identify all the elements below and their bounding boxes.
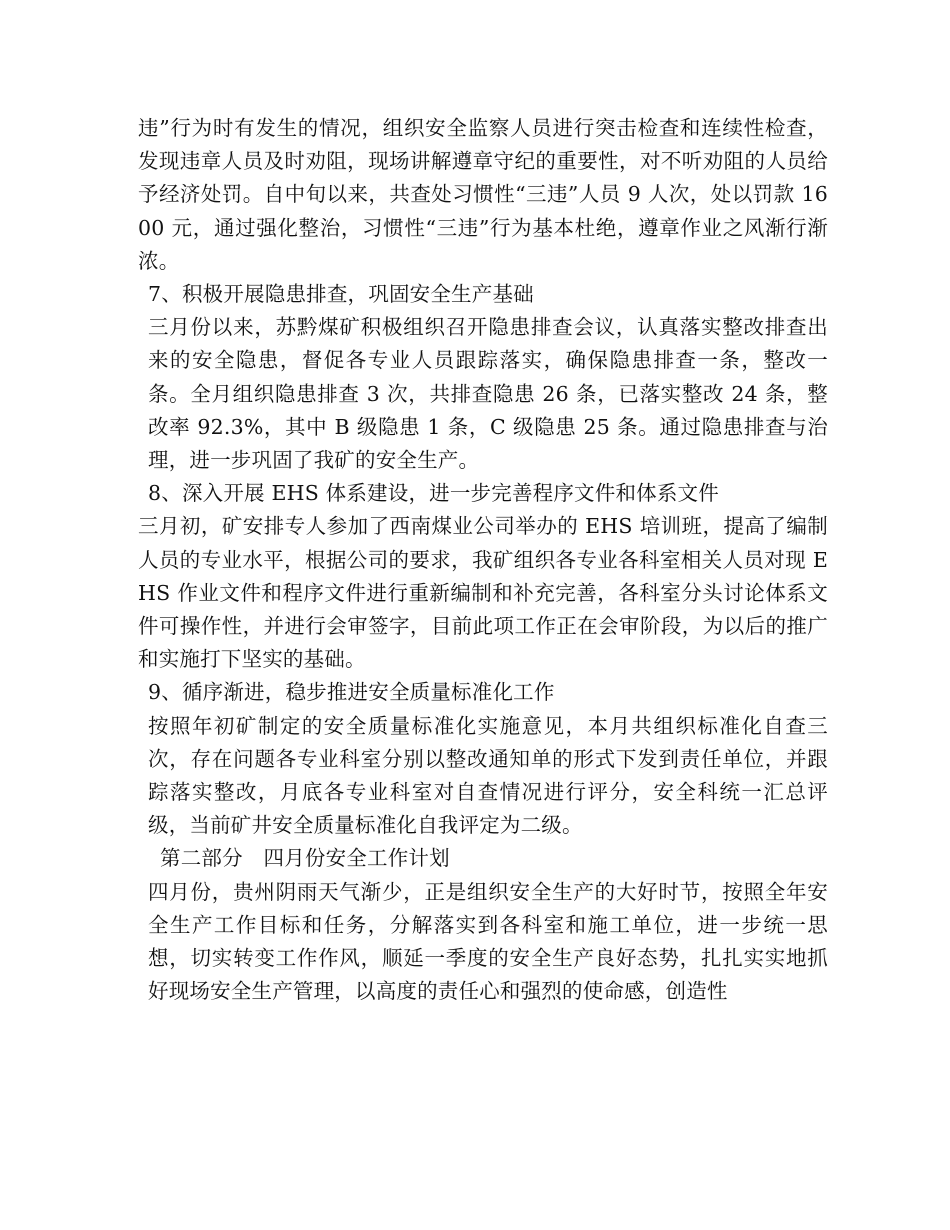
heading-quality-standardization: 9、循序渐进，稳步推进安全质量标准化工作 (148, 680, 555, 705)
paragraph-hazard-investigation: 三月份以来，苏黔煤矿积极组织召开隐患排查会议，认真落实整改排查出来的安全隐患，督促各专业人员跟踪落实，确保隐患排查一条，整改一条。全月组织隐患排查 3 次，共排查隐患 26 条，已落实整改 24 条，整改率 92.3%，其中 B 级隐患 1 条，C 级隐患 25 条。通过隐患排查与治理，进一步巩固了我矿的安全生产。 (148, 315, 828, 473)
heading-ehs-system: 8、深入开展 EHS 体系建设，进一步完善程序文件和体系文件 (148, 481, 719, 506)
heading-hazard-investigation: 7、积极开展隐患排查，巩固安全生产基础 (148, 282, 534, 307)
paragraph-violation-inspection: 违”行为时有发生的情况，组织安全监察人员进行突击检查和连续性检查，发现违章人员及时劝阻，现场讲解遵章守纪的重要性，对不听劝阻的人员给予经济处罚。自中旬以来，共查处习惯性“三违”人员 9 人次，处以罚款 1600 元，通过强化整治，习惯性“三违”行为基本杜绝，遵章作业之风渐行渐浓。 (138, 116, 828, 273)
document-page (138, 112, 828, 1008)
paragraph-quality-standardization: 按照年初矿制定的安全质量标准化实施意见，本月共组织标准化自查三次，存在问题各专业科室分别以整改通知单的形式下发到责任单位，并跟踪落实整改，月底各专业科室对自查情况进行评分，安全科统一汇总评级，当前矿井安全质量标准化自我评定为二级。 (148, 713, 828, 838)
heading-part-two-april-plan: 第二部分 四月份安全工作计划 (160, 846, 450, 871)
paragraph-april-plan: 四月份，贵州阴雨天气渐少，正是组织安全生产的大好时节，按照全年安全生产工作目标和任务，分解落实到各科室和施工单位，进一步统一思想，切实转变工作作风，顺延一季度的安全生产良好态势，扎扎实实地抓好现场安全生产管理，以高度的责任心和强烈的使命感，创造性 (148, 879, 828, 1004)
paragraph-ehs-system: 三月初，矿安排专人参加了西南煤业公司举办的 EHS 培训班，提高了编制人员的专业水平，根据公司的要求，我矿组织各专业各科室相关人员对现 EHS 作业文件和程序文件进行重新编制和补充完善，各科室分头讨论体系文件可操作性，并进行会审签字，目前此项工作正在会审阶段，为以后的推广和实施打下坚实的基础。 (138, 514, 828, 672)
